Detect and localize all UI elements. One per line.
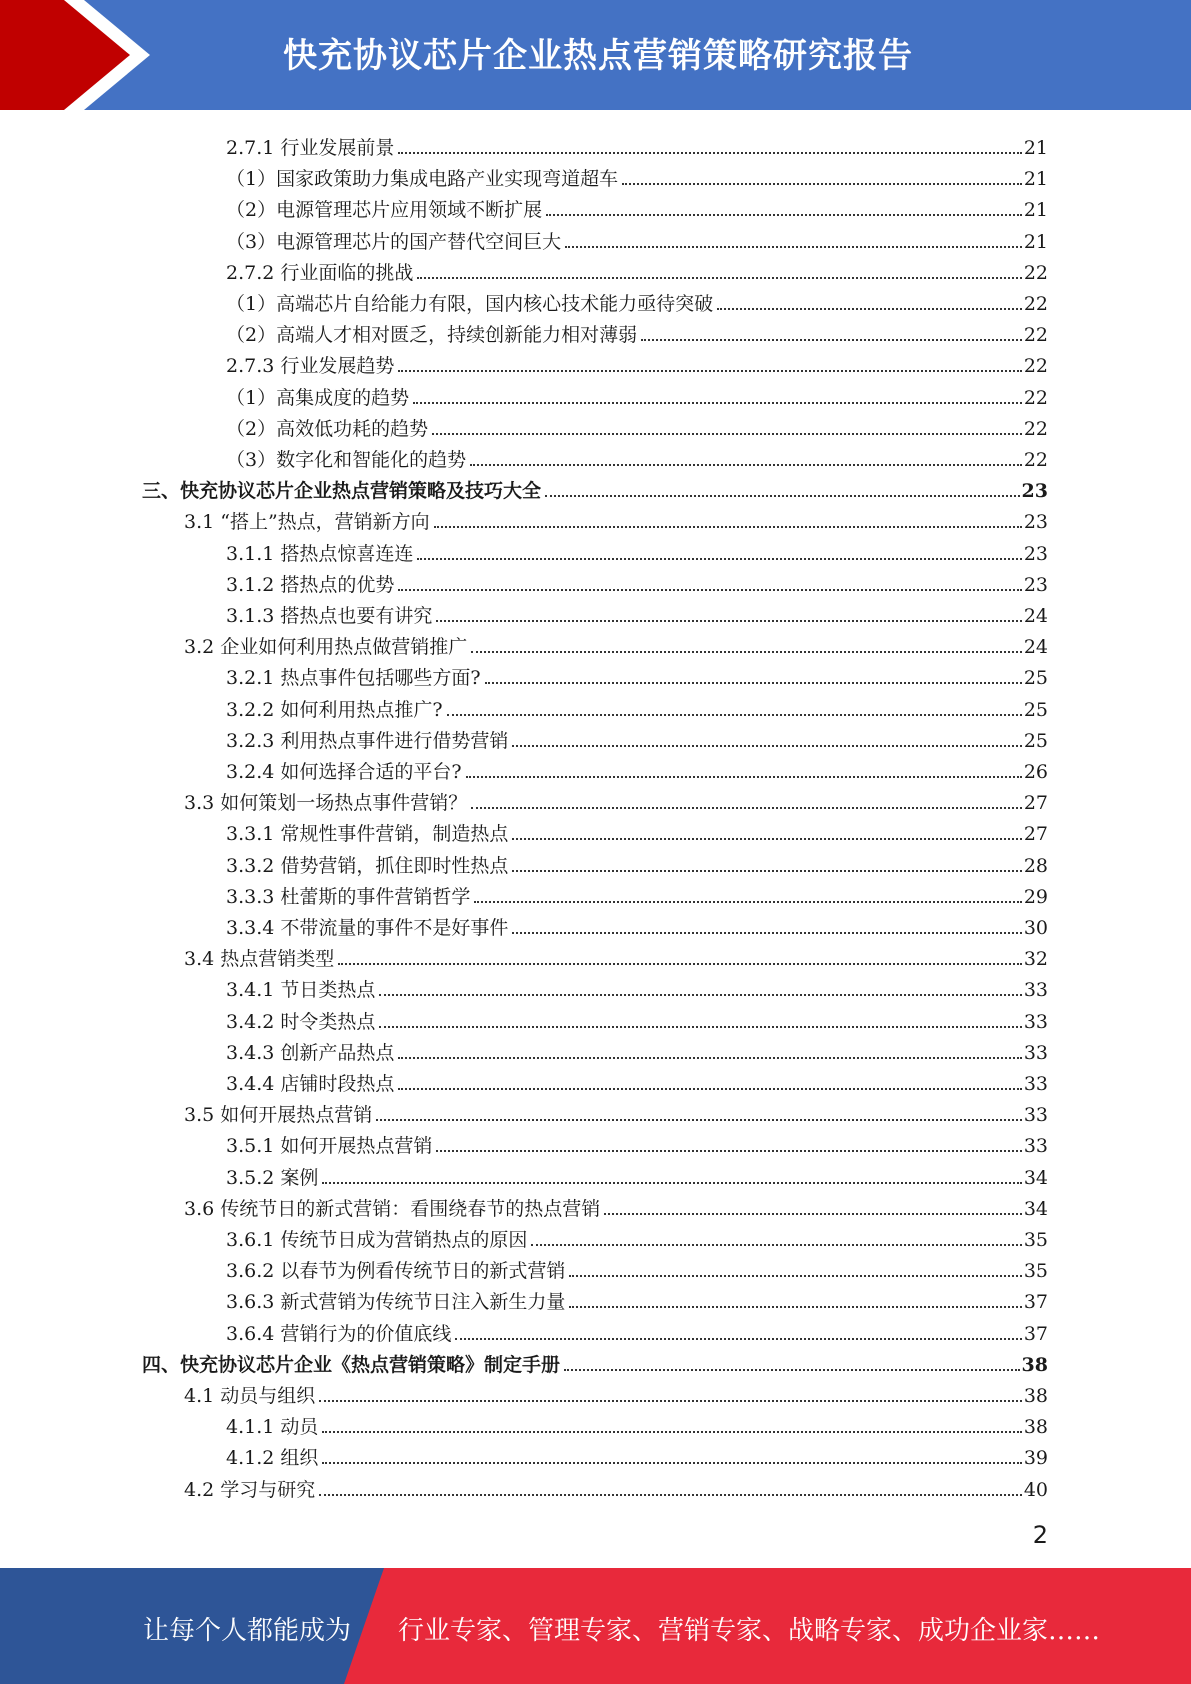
toc-entry-page: 40 [1023,1478,1048,1501]
toc-entry-page: 33 [1023,1135,1048,1158]
toc-entry-label: （3）数字化和智能化的趋势 [226,449,467,471]
toc-entry-label: 3.6.4 营销行为的价值底线 [226,1322,452,1345]
toc-entry[interactable] [142,1345,1048,1376]
toc-entry-page: 21 [1023,137,1048,159]
toc-dot-leader [512,837,1021,840]
toc-entry-label: 3.5.1 如何开展热点营销 [226,1135,433,1158]
toc-entry-label: 3.3 如何策划一场热点事件营销？ [184,792,468,815]
toc-dot-leader [512,744,1021,747]
toc-entry-page: 23 [1023,511,1048,534]
footer-slogan-right: 行业专家、管理专家、营销专家、战略专家、成功企业家…… [398,1616,1101,1646]
toc-dot-leader [470,463,1022,466]
toc-entry-label: 3.1.3 搭热点也要有讲究 [226,605,433,627]
toc-dot-leader [398,588,1021,591]
toc-entry-label: 3.1.2 搭热点的优势 [226,573,395,596]
toc-entry-page: 25 [1023,729,1048,752]
toc-dot-leader [717,307,1022,310]
toc-dot-leader [434,525,1022,528]
toc-entry-page: 26 [1023,761,1048,783]
toc-dot-leader [512,869,1021,872]
toc-dot-leader [512,931,1021,934]
toc-entry-page: 33 [1023,1041,1048,1064]
toc-entry[interactable] [226,814,1048,845]
toc-entry-page: 39 [1023,1447,1048,1470]
toc-entry-label: 3.2.2 如何利用热点推广? [226,698,443,721]
toc-entry[interactable] [226,970,1048,1001]
toc-entry-page: 22 [1023,324,1048,347]
toc-entry-label: （1）国家政策助力集成电路产业实现弯道超车 [226,168,619,191]
toc-entry-label: 3.2 企业如何利用热点做营销推广 [184,636,468,659]
toc-entry[interactable] [226,284,1048,315]
toc-dot-leader [432,432,1022,435]
page-header [0,0,1191,110]
toc-entry-label: 2.7.1 行业发展前景 [226,137,395,159]
toc-entry-label: 3.3.2 借势营销，抓住即时性热点 [226,854,509,877]
toc-entry-page: 23 [1021,480,1048,503]
toc-entry-page: 22 [1023,293,1048,315]
toc-entry[interactable] [184,1470,1048,1501]
toc-entry-page: 22 [1023,386,1048,409]
toc-entry-page: 27 [1023,792,1048,815]
toc-dot-leader [413,401,1022,404]
toc-dot-leader [471,650,1022,653]
toc-entry-label: 3.5.2 案例 [226,1166,319,1189]
toc-entry[interactable] [226,190,1048,221]
toc-entry-page: 28 [1023,854,1048,877]
toc-entry-page: 24 [1023,605,1048,627]
toc-dot-leader [398,1056,1021,1059]
toc-dot-leader [546,213,1022,216]
toc-entry-page: 33 [1023,979,1048,1002]
toc-dot-leader [545,494,1020,497]
toc-entry-page: 25 [1023,698,1048,721]
toc-dot-leader [436,1149,1021,1152]
toc-dot-leader [376,1118,1022,1121]
toc-entry[interactable] [226,1407,1048,1438]
page-footer [0,1568,1191,1684]
toc-entry-page: 37 [1023,1291,1048,1314]
toc-entry[interactable] [226,1158,1048,1189]
toc-dot-leader [398,1087,1021,1090]
toc-entry-label: 3.4.4 店铺时段热点 [226,1073,395,1095]
toc-entry-label: 3.6.3 新式营销为传统节日注入新生力量 [226,1291,566,1314]
toc-entry-label: 3.6.2 以春节为例看传统节日的新式营销 [226,1260,566,1283]
toc-entry-label: 3.1 “搭上”热点，营销新方向 [184,511,430,534]
toc-entry-page: 25 [1023,667,1048,690]
toc-dot-leader [447,713,1022,716]
toc-entry[interactable] [226,253,1048,284]
toc-entry[interactable] [226,346,1048,377]
toc-entry-label: （2）高效低功耗的趋势 [226,417,429,440]
toc-entry[interactable] [226,690,1048,721]
toc-dot-leader [398,369,1021,372]
toc-entry[interactable] [226,846,1048,877]
toc-dot-leader [322,1181,1021,1184]
toc-entry-label: 3.2.1 热点事件包括哪些方面? [226,667,481,690]
toc-entry[interactable] [226,1314,1048,1345]
toc-entry[interactable] [184,627,1048,658]
toc-entry[interactable] [226,877,1048,908]
toc-entry[interactable] [226,908,1048,939]
toc-entry-page: 23 [1023,542,1048,565]
toc-dot-leader [564,1368,1020,1371]
toc-entry-label: 2.7.3 行业发展趋势 [226,355,395,378]
toc-entry-label: 四、快充协议芯片企业《热点营销策略》制定手册 [142,1353,561,1376]
toc-dot-leader [319,1493,1022,1496]
toc-entry-label: 4.1.1 动员 [226,1416,319,1439]
toc-entry[interactable] [184,783,1048,814]
toc-entry[interactable] [226,1220,1048,1251]
toc-entry-page: 35 [1023,1260,1048,1283]
toc-entry-label: 4.1.2 组织 [226,1447,319,1470]
toc-entry[interactable] [226,1064,1048,1095]
toc-entry-page: 30 [1023,917,1048,939]
toc-entry-label: 3.3.1 常规性事件营销，制造热点 [226,823,509,846]
toc-entry[interactable] [226,752,1048,783]
toc-entry[interactable] [226,315,1048,346]
toc-entry[interactable] [226,1033,1048,1064]
toc-dot-leader [436,619,1021,622]
toc-dot-leader [622,182,1022,185]
toc-dot-leader [531,1243,1021,1246]
toc-entry-label: 3.2.3 利用热点事件进行借势营销 [226,729,509,752]
toc-entry[interactable] [226,1251,1048,1282]
toc-dot-leader [379,993,1021,996]
header-chevron-red [0,0,130,110]
toc-entry[interactable] [226,409,1048,440]
toc-entry[interactable] [226,159,1048,190]
toc-entry[interactable] [184,1189,1048,1220]
toc-entry[interactable] [226,721,1048,752]
toc-entry[interactable] [226,222,1048,253]
toc-dot-leader [379,1025,1021,1028]
toc-entry-label: （1）高集成度的趋势 [226,386,410,409]
toc-entry-label: 3.4.1 节日类热点 [226,979,376,1002]
toc-entry-label: 3.4.2 时令类热点 [226,1010,376,1033]
toc-entry-page: 21 [1023,168,1048,191]
toc-dot-leader [569,1274,1021,1277]
toc-entry-page: 38 [1023,1416,1048,1439]
toc-entry[interactable] [226,1002,1048,1033]
toc-entry-page: 34 [1023,1166,1048,1189]
toc-entry-label: 4.2 学习与研究 [184,1478,316,1501]
toc-entry-page: 21 [1023,230,1048,253]
toc-entry[interactable] [184,1376,1048,1407]
toc-entry-label: （2）电源管理芯片应用领域不断扩展 [226,199,543,222]
toc-entry[interactable] [226,378,1048,409]
toc-entry-page: 38 [1021,1353,1048,1376]
toc-entry-page: 37 [1023,1322,1048,1345]
toc-entry-page: 23 [1023,573,1048,596]
toc-entry[interactable] [226,1282,1048,1313]
toc-entry-label: 3.1.1 搭热点惊喜连连 [226,542,414,565]
toc-entry[interactable] [184,502,1048,533]
toc-dot-leader [466,775,1022,778]
toc-entry-page: 29 [1023,885,1048,908]
toc-entry-label: 3.4 热点营销类型 [184,948,335,971]
page-number: 2 [1032,1521,1048,1549]
toc-entry-label: 3.6.1 传统节日成为营销热点的原因 [226,1229,528,1251]
toc-entry-label: 3.4.3 创新产品热点 [226,1041,395,1064]
toc-dot-leader [398,151,1021,154]
toc-dot-leader [471,806,1022,809]
toc-entry-page: 22 [1023,417,1048,440]
toc-entry-page: 38 [1023,1385,1048,1407]
toc-entry-label: （3）电源管理芯片的国产替代空间巨大 [226,230,562,253]
toc-entry[interactable] [226,565,1048,596]
toc-dot-leader [455,1337,1021,1340]
toc-entry[interactable] [226,596,1048,627]
toc-entry-label: （2）高端人才相对匮乏，持续创新能力相对薄弱 [226,324,638,347]
toc-entry-page: 27 [1023,823,1048,846]
toc-entry-label: 三、快充协议芯片企业热点营销策略及技巧大全 [142,480,542,503]
toc-entry-label: 2.7.2 行业面临的挑战 [226,261,414,284]
toc-entry-page: 33 [1023,1073,1048,1095]
toc-entry[interactable] [226,1126,1048,1157]
toc-dot-leader [604,1212,1022,1215]
toc-entry[interactable] [226,658,1048,689]
toc-dot-leader [641,338,1022,341]
toc-entry-page: 21 [1023,199,1048,222]
toc-entry-label: 3.3.4 不带流量的事件不是好事件 [226,917,509,939]
toc-entry-page: 33 [1023,1104,1048,1127]
toc-entry-page: 35 [1023,1229,1048,1251]
toc-dot-leader [338,962,1022,965]
toc-dot-leader [322,1430,1021,1433]
toc-dot-leader [569,1305,1021,1308]
footer-slogan-left: 让每个人都能成为 [143,1616,352,1646]
toc-dot-leader [322,1461,1021,1464]
toc-dot-leader [485,681,1022,684]
toc-entry[interactable] [184,1095,1048,1126]
toc-entry-page: 22 [1023,355,1048,378]
toc-entry-page: 22 [1023,261,1048,284]
toc-dot-leader [565,245,1022,248]
toc-entry-label: 3.5 如何开展热点营销 [184,1104,373,1127]
toc-entry-page: 34 [1023,1197,1048,1220]
report-title: 快充协议芯片企业热点营销策略研究报告 [283,36,913,76]
toc-entry[interactable] [142,471,1048,502]
toc-entry-page: 32 [1023,948,1048,971]
toc-dot-leader [474,900,1021,903]
toc-entry-page: 33 [1023,1010,1048,1033]
toc-entry-page: 22 [1023,449,1048,471]
toc-entry-label: 3.3.3 杜蕾斯的事件营销哲学 [226,885,471,908]
toc-entry[interactable] [226,128,1048,159]
toc-entry-label: 3.6 传统节日的新式营销：看围绕春节的热点营销 [184,1197,601,1220]
toc-entry[interactable] [226,1438,1048,1469]
toc-entry-label: （1）高端芯片自给能力有限，国内核心技术能力亟待突破 [226,293,714,315]
toc-dot-leader [319,1399,1022,1402]
toc-dot-leader [417,557,1021,560]
toc-entry-label: 4.1 动员与组织 [184,1385,316,1407]
toc-dot-leader [417,276,1021,279]
toc-entry-page: 24 [1023,636,1048,659]
toc-entry[interactable] [184,939,1048,970]
toc-entry-label: 3.2.4 如何选择合适的平台? [226,761,462,783]
toc-entry[interactable] [226,534,1048,565]
toc-entry[interactable] [226,440,1048,471]
